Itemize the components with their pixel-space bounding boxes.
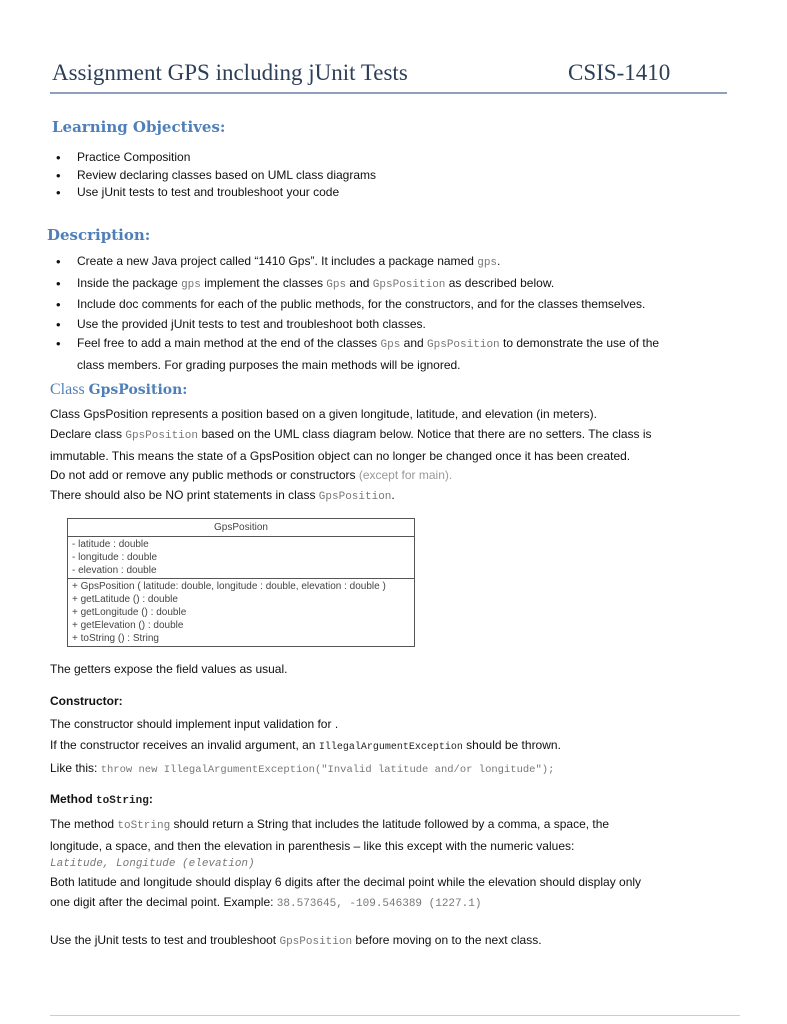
paragraph (50, 486, 740, 508)
text: The method (50, 817, 118, 831)
paragraph (50, 735, 750, 758)
uml-class-diagram (67, 518, 415, 647)
heading-name: GpsPosition: (88, 382, 188, 398)
paragraph (50, 815, 750, 837)
text: based on the UML class diagram below. Notice that there are no setters. The class is (197, 426, 652, 441)
assignment-title: Assignment GPS including jUnit Tests (52, 60, 408, 85)
text: Inside the package (77, 275, 182, 290)
uml-fields (68, 536, 414, 578)
closing-note (50, 933, 542, 948)
uml-field: - elevation : double (72, 565, 157, 576)
text: as described below. (445, 275, 555, 290)
gpsposition-description (50, 405, 740, 508)
list-item: • Use the provided jUnit tests to test and troubleshoot both classes. (52, 315, 732, 335)
paragraph (50, 425, 740, 447)
code: GpsPosition (427, 339, 500, 351)
list-item: • Include doc comments for each of the public methods, for the constructors, and for the classes themselves. (52, 295, 732, 315)
description-heading: Description: (47, 226, 151, 244)
text: Feel free to add a main method at the end of the classes (77, 336, 381, 350)
format-example: Latitude, Longitude (elevation) (50, 858, 255, 870)
list-item: • Review declaring classes based on UML class diagrams (52, 167, 376, 185)
uml-method: + getLatitude () : double (72, 594, 178, 605)
tostring-section (50, 815, 750, 914)
text: If the constructor receives an invalid argument, an (50, 738, 319, 752)
paragraph: longitude, a space, and then the elevation in parenthesis – like this except with the numeric values: (50, 838, 575, 853)
uml-method: + getElevation () : double (72, 620, 184, 631)
text: one digit after the decimal point. Example: (50, 894, 277, 909)
code: IllegalArgumentException (318, 742, 463, 753)
text: implement the classes (200, 275, 327, 290)
constructor-heading: Constructor: (50, 694, 123, 708)
course-code: CSIS-1410 (568, 60, 671, 85)
code: toString (117, 820, 171, 832)
paragraph: Class GpsPosition represents a position based on a given longitude, latitude, and elevation (in meters). (50, 407, 597, 421)
uml-class-name: GpsPosition (214, 522, 268, 533)
text: There should also be NO print statements in class (50, 488, 319, 503)
list-item: • Use jUnit tests to test and troubleshoot your code (52, 184, 376, 202)
paragraph: immutable. This means the state of a GpsPosition object can no longer be changed once it has been created. (50, 448, 631, 463)
text: should be thrown. (462, 738, 561, 752)
text: and (346, 275, 373, 290)
text: Create a new Java project called “1410 Gps”. It includes a package named (77, 254, 478, 268)
footer-rule (50, 1015, 740, 1016)
code: gps (181, 278, 201, 291)
code: toString (96, 795, 149, 807)
code: GpsPosition (279, 936, 353, 948)
code: Gps (326, 278, 347, 291)
objectives-list (52, 149, 376, 202)
text: Do not add or remove any public methods or constructors (50, 468, 359, 483)
paragraph (50, 758, 750, 781)
list-item: • Practice Composition (52, 149, 376, 167)
list-item (52, 334, 732, 375)
class-gpsposition-heading (50, 381, 187, 399)
code: Gps (380, 339, 401, 351)
header-rule (50, 92, 727, 94)
uml-method: + getLongitude () : double (72, 607, 187, 618)
text: : (148, 792, 153, 806)
text: Declare class (50, 426, 126, 441)
code: GpsPosition (125, 429, 198, 442)
getters-note: The getters expose the field values as usual. (50, 662, 288, 676)
list-item (52, 252, 732, 274)
paragraph: The constructor should implement input validation for . (50, 717, 339, 731)
code: 38.573645, -109.546389 (1227.1) (276, 897, 482, 910)
paragraph (50, 466, 740, 486)
text: and (400, 336, 428, 350)
uml-field: - latitude : double (72, 539, 149, 550)
text: Like this: (50, 761, 101, 775)
code: gps (477, 257, 498, 269)
heading-prefix: Class (50, 381, 89, 398)
code: GpsPosition (372, 278, 446, 291)
code: throw new IllegalArgumentException("Invalid latitude and/or longitude"); (100, 764, 555, 776)
text: to demonstrate the use of the (499, 336, 660, 350)
text: . (497, 254, 501, 268)
code: GpsPosition (318, 491, 392, 504)
list-item (52, 274, 732, 296)
text: Method (50, 792, 96, 806)
uml-method: + GpsPosition ( latitude: double, longitude : double, elevation : double ) (72, 581, 386, 592)
tostring-heading (50, 792, 153, 807)
uml-methods (68, 578, 414, 646)
learning-objectives-heading: Learning Objectives: (52, 118, 226, 136)
text: should return a String that includes the latitude followed by a comma, a space, the (170, 817, 610, 831)
text: Use the jUnit tests to test and troubleshoot (50, 933, 280, 947)
constructor-section (50, 714, 750, 781)
paragraph: Both latitude and longitude should display 6 digits after the decimal point while the elevation should display only (50, 875, 642, 889)
paragraph (50, 893, 750, 915)
text: before moving on to the next class. (352, 933, 542, 947)
text: . (391, 488, 395, 503)
uml-field: - longitude : double (72, 552, 158, 563)
text: class members. For grading purposes the main methods will be ignored. (77, 357, 461, 372)
text: (except for main). (358, 468, 453, 483)
description-list (52, 252, 732, 375)
uml-method: + toString () : String (72, 633, 159, 644)
